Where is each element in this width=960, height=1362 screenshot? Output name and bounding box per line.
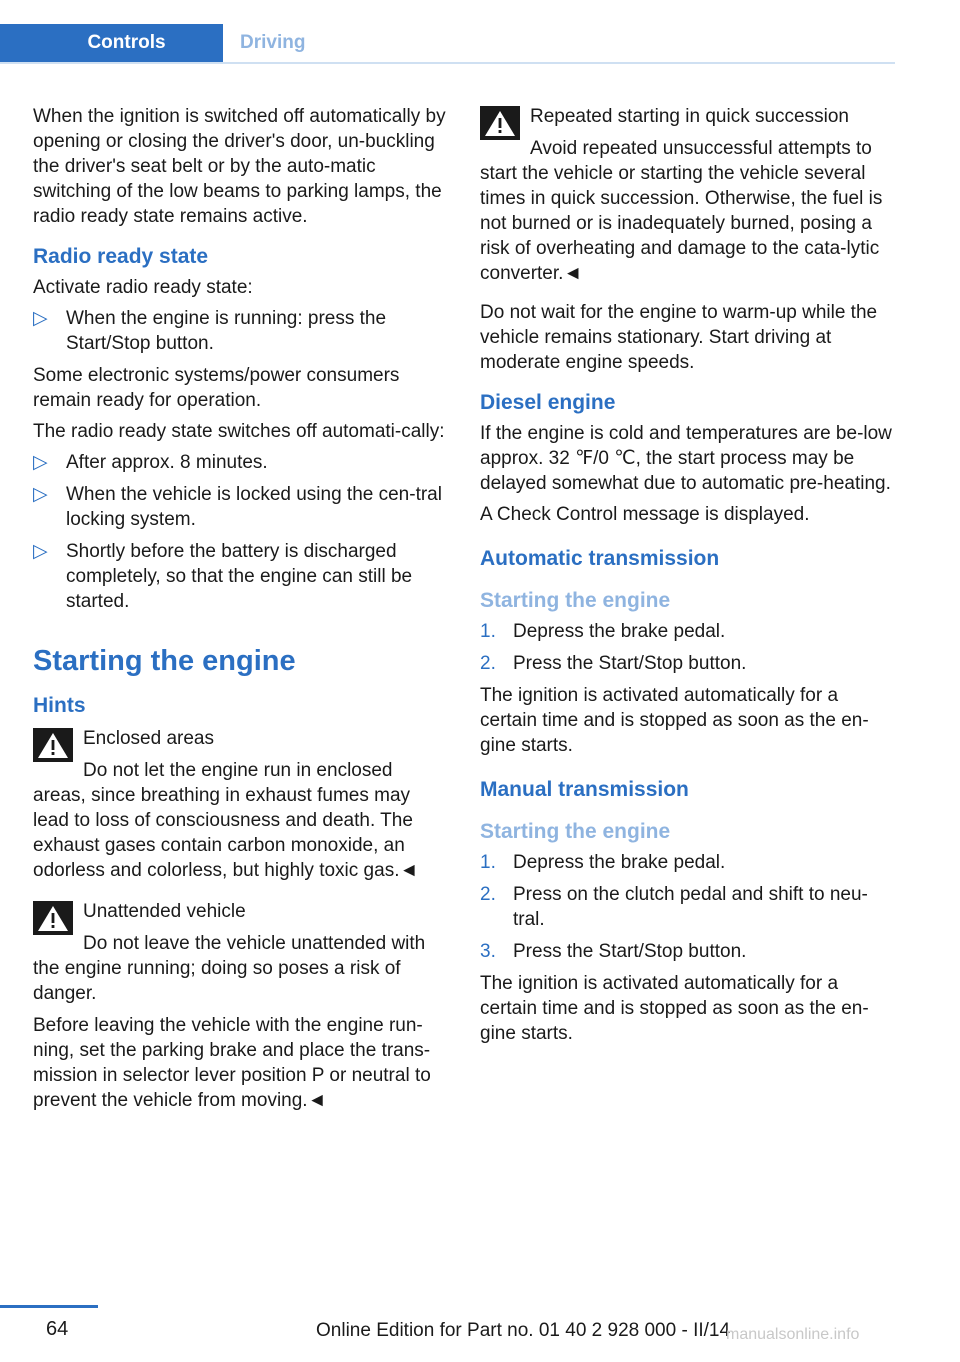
warning-unattended-vehicle [33, 899, 447, 1113]
list-item: 2. Press the Start/Stop button. [480, 653, 747, 674]
radio-consumers-text: Some electronic systems/power consumers remain ready for operation. [33, 365, 400, 411]
step-number: 3. [480, 941, 496, 962]
list-item: ▷ After approx. 8 minutes. [33, 452, 268, 473]
triangle-bullet-icon: ▷ [33, 308, 48, 329]
tab-driving[interactable]: Driving [240, 32, 306, 53]
warning-body: Do not leave the vehicle unattended with the engine running; doing so poses a risk of danger. [33, 933, 426, 1004]
manual-ignition-paragraph: The ignition is activated automatically for a certain time and is stopped as soon as the en‐gine starts. [480, 973, 869, 1044]
warning-repeated-starting [480, 104, 894, 286]
watermark: manualsonline.info [726, 1326, 860, 1343]
list-item: 2. Press on the clutch pedal and shift to neu‐tral. [480, 884, 868, 930]
intro-paragraph: When the ignition is switched off automatically by opening or closing the driver's door, un‐buckling the driver's seat belt or by the auto‐matic switching of the low beams to parking lamps, the radio ready state remains active. [33, 106, 446, 227]
warning-body-continued: Before leaving the vehicle with the engine run‐ning, set the parking brake and place the trans‐mission in selector lever position P or neutral to prevent the vehicle from moving.◄ [33, 1015, 431, 1111]
triangle-bullet-icon: ▷ [33, 484, 48, 505]
automatic-steps [480, 619, 894, 676]
page-number: 64 [46, 1318, 69, 1340]
radio-ready-heading: Radio ready state [33, 245, 209, 268]
edition-text: Online Edition for Part no. 01 40 2 928 000 - II/14 [316, 1320, 731, 1341]
warning-title: Unattended vehicle [83, 901, 246, 922]
warning-enclosed-areas [33, 726, 447, 883]
right-column [480, 104, 894, 1052]
list-item: 1. Depress the brake pedal. [480, 852, 726, 873]
hints-heading: Hints [33, 694, 86, 717]
manual-transmission-heading: Manual transmission [480, 778, 689, 801]
list-item: ▷ When the vehicle is locked using the cen‐tral locking system. [33, 484, 442, 530]
warning-title: Repeated starting in quick succession [530, 106, 849, 127]
warmup-paragraph: Do not wait for the engine to warm-up while the vehicle remains stationary. Start driving at moderate engine speeds. [480, 302, 878, 373]
starting-engine-heading: Starting the engine [33, 645, 296, 677]
warning-triangle-icon [33, 901, 73, 935]
warning-triangle-icon [33, 728, 73, 762]
radio-off-text: The radio ready state switches off automati‐cally: [33, 421, 445, 442]
check-control-paragraph: A Check Control message is displayed. [480, 504, 810, 525]
automatic-transmission-heading: Automatic transmission [480, 547, 720, 570]
footer-divider [0, 1305, 98, 1308]
warning-triangle-icon [480, 106, 520, 140]
section-tabs [0, 24, 895, 64]
warning-body: Do not let the engine run in enclosed areas, since breathing in exhaust fumes may lead to loss of consciousness and death. The exhaust gases contain carbon monoxide, an odorless and colorless, but highly toxic gas.◄ [33, 760, 419, 881]
warning-body: Avoid repeated unsuccessful attempts to start the vehicle or starting the vehicle several times in quick succession. Otherwise, the fuel is not burned or is inadequately burned, posing a risk of overheating and damage to the cata‐lytic converter.◄ [480, 138, 883, 284]
step-number: 1. [480, 852, 496, 873]
automatic-starting-subheading: Starting the engine [480, 589, 671, 612]
radio-activate-list [33, 306, 447, 356]
triangle-bullet-icon: ▷ [33, 452, 48, 473]
manual-starting-subheading: Starting the engine [480, 820, 671, 843]
diesel-paragraph: If the engine is cold and temperatures are be‐low approx. 32 ℉/0 ℃, the start process may be delayed somewhat due to automatic pre‐heating. [480, 423, 892, 494]
list-item: 1. Depress the brake pedal. [480, 621, 726, 642]
step-number: 2. [480, 653, 496, 674]
list-item: ▷ Shortly before the battery is discharged completely, so that the engine can still be started. [33, 541, 413, 612]
tab-controls[interactable]: Controls [0, 24, 223, 62]
step-number: 2. [480, 884, 496, 905]
warning-title: Enclosed areas [83, 728, 214, 749]
automatic-ignition-paragraph: The ignition is activated automatically for a certain time and is stopped as soon as the en‐gine starts. [480, 685, 869, 756]
radio-activate-text: Activate radio ready state: [33, 277, 253, 298]
radio-off-list [33, 450, 447, 614]
triangle-bullet-icon: ▷ [33, 541, 48, 562]
diesel-heading: Diesel engine [480, 391, 616, 414]
manual-steps [480, 850, 894, 964]
list-item: ▷ When the engine is running: press the Start/Stop button. [33, 308, 387, 354]
list-item: 3. Press the Start/Stop button. [480, 941, 747, 962]
step-number: 1. [480, 621, 496, 642]
left-column [33, 104, 447, 1121]
